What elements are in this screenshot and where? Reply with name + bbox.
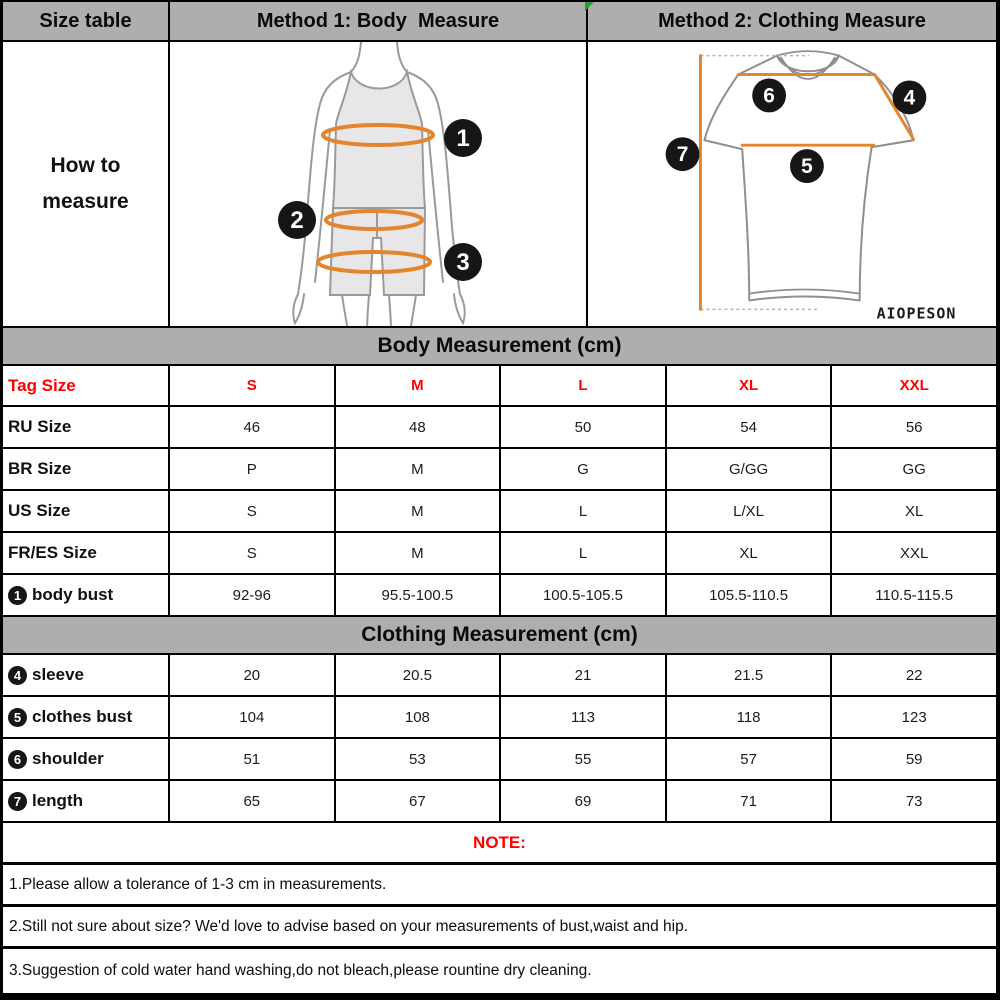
- svg-text:1: 1: [456, 125, 470, 152]
- table-row-fres-size: [3, 533, 996, 575]
- table-row-ru-size: [3, 407, 996, 449]
- cell-value: 59: [905, 750, 923, 768]
- clothing-measurement-band: [3, 617, 996, 655]
- size-col-xxl: XXL: [899, 377, 929, 394]
- cell-value: 50: [501, 407, 667, 447]
- table-row-length: [3, 781, 996, 823]
- cell-value: 123: [901, 708, 927, 726]
- size-header-row: [3, 366, 996, 407]
- cell-value: 71: [667, 781, 833, 821]
- row-label-text: shoulder: [32, 749, 104, 768]
- marker-5-icon: [790, 149, 824, 183]
- row-label: [3, 575, 170, 615]
- row-label: [3, 739, 170, 779]
- table-row-clothes-bust: [3, 697, 996, 739]
- note-text-2: 2.Still not sure about size? We'd love to advise based on your measurements of bust,waist and hip.: [9, 917, 689, 935]
- row-label-text: length: [32, 791, 83, 810]
- cell-value: G: [501, 449, 667, 489]
- marker-6-badge-icon: 6: [8, 750, 27, 769]
- green-corner-marker-icon: [585, 2, 594, 11]
- how-to-measure-label: How to measure: [42, 154, 129, 213]
- cell-value: 56: [905, 418, 923, 436]
- marker-1-icon: [444, 119, 482, 157]
- cell-value: 104: [170, 697, 336, 737]
- cell-value: 54: [667, 407, 833, 447]
- cell-value: 51: [170, 739, 336, 779]
- row-label: BR Size: [3, 449, 170, 489]
- cell-value: 55: [501, 739, 667, 779]
- clothing-measure-diagram: [588, 42, 996, 326]
- cell-value: L: [501, 491, 667, 531]
- note-title-row: [3, 823, 996, 865]
- table-row-shoulder: [3, 739, 996, 781]
- marker-7-badge-icon: 7: [8, 792, 27, 811]
- cell-value: 69: [501, 781, 667, 821]
- cell-value: GG: [902, 460, 926, 478]
- body-measurement-band: [3, 328, 996, 366]
- table-row-us-size: [3, 491, 996, 533]
- cell-value: 46: [170, 407, 336, 447]
- cell-value: L/XL: [667, 491, 833, 531]
- tank-top-shape: [333, 72, 425, 208]
- cell-value: 67: [336, 781, 502, 821]
- cell-value: S: [170, 533, 336, 573]
- marker-4-badge-icon: 4: [8, 666, 27, 685]
- cell-value: 110.5-115.5: [875, 586, 954, 604]
- table-row-br-size: [3, 449, 996, 491]
- note-row-2: [3, 907, 996, 949]
- method2-header: [588, 2, 996, 40]
- row-label: FR/ES Size: [3, 533, 170, 573]
- method1-label: Method 1: Body Measure: [256, 9, 500, 32]
- cell-value: M: [336, 491, 502, 531]
- note-text-3: 3.Suggestion of cold water hand washing,do not bleach,please rountine dry cleaning.: [9, 962, 592, 979]
- cell-value: M: [336, 449, 502, 489]
- cell-value: 113: [501, 697, 667, 737]
- tshirt-illustration: [588, 42, 996, 326]
- cell-value: 95.5-100.5: [336, 575, 502, 615]
- svg-text:6: 6: [763, 84, 775, 108]
- how-to-measure-cell: [3, 42, 170, 326]
- note-row-1: [3, 865, 996, 907]
- cell-value: XL: [904, 502, 924, 520]
- cell-value: XXL: [899, 544, 929, 562]
- cell-value: P: [170, 449, 336, 489]
- cell-value: 20.5: [336, 655, 502, 695]
- cell-value: 48: [336, 407, 502, 447]
- row-label-text: sleeve: [32, 665, 84, 684]
- row-label: RU Size: [3, 407, 170, 447]
- method2-label: Method 2: Clothing Measure: [658, 9, 926, 32]
- cell-value: 108: [336, 697, 502, 737]
- cell-value: 65: [170, 781, 336, 821]
- note-title: NOTE:: [473, 832, 526, 852]
- cell-value: 53: [336, 739, 502, 779]
- tag-size-header: Tag Size: [3, 366, 170, 405]
- cell-value: 100.5-105.5: [501, 575, 667, 615]
- marker-6-icon: [752, 79, 786, 113]
- cell-value: M: [336, 533, 502, 573]
- table-row-sleeve: [3, 655, 996, 697]
- body-measurement-title: Body Measurement (cm): [377, 334, 622, 357]
- cell-value: 21.5: [667, 655, 833, 695]
- clothing-measurement-title: Clothing Measurement (cm): [361, 623, 638, 646]
- svg-text:2: 2: [290, 207, 304, 234]
- size-table-label: Size table: [39, 9, 132, 32]
- note-text-1: 1.Please allow a tolerance of 1-3 cm in measurements.: [9, 875, 387, 893]
- top-header-row: [3, 2, 996, 42]
- body-figure-illustration: [170, 42, 586, 326]
- size-col-l: L: [501, 366, 667, 405]
- marker-2-icon: [278, 201, 316, 239]
- cell-value: G/GG: [667, 449, 833, 489]
- body-measure-diagram: [170, 42, 588, 326]
- marker-5-badge-icon: 5: [8, 708, 27, 727]
- cell-value: 21: [501, 655, 667, 695]
- illustration-row: [3, 42, 996, 328]
- row-label: [3, 697, 170, 737]
- note-row-3: [3, 949, 996, 993]
- row-label: [3, 655, 170, 695]
- marker-3-icon: [444, 243, 482, 281]
- marker-1-badge-icon: 1: [8, 586, 27, 605]
- cell-value: 20: [170, 655, 336, 695]
- cell-value: S: [170, 491, 336, 531]
- row-label-text: clothes bust: [32, 707, 133, 726]
- row-label: [3, 781, 170, 821]
- marker-7-icon: [666, 137, 700, 171]
- row-label-text: body bust: [32, 585, 114, 604]
- cell-value: 22: [905, 666, 923, 684]
- size-col-xl: XL: [667, 366, 833, 405]
- svg-text:3: 3: [456, 249, 470, 276]
- marker-4-icon: [893, 81, 927, 115]
- size-col-s: S: [170, 366, 336, 405]
- svg-text:5: 5: [801, 155, 813, 179]
- cell-value: 105.5-110.5: [667, 575, 833, 615]
- table-row-body-bust: [3, 575, 996, 617]
- cell-value: 92-96: [170, 575, 336, 615]
- cell-value: 57: [667, 739, 833, 779]
- cell-value: 73: [905, 792, 923, 810]
- cell-value: 118: [667, 697, 833, 737]
- svg-text:7: 7: [676, 143, 689, 167]
- row-label: US Size: [3, 491, 170, 531]
- method1-header: [170, 2, 588, 40]
- svg-text:4: 4: [903, 86, 916, 110]
- size-col-m: M: [336, 366, 502, 405]
- cell-value: XL: [667, 533, 833, 573]
- size-table-header: [3, 2, 170, 40]
- brand-text: AIOPESON: [876, 304, 957, 323]
- cell-value: L: [501, 533, 667, 573]
